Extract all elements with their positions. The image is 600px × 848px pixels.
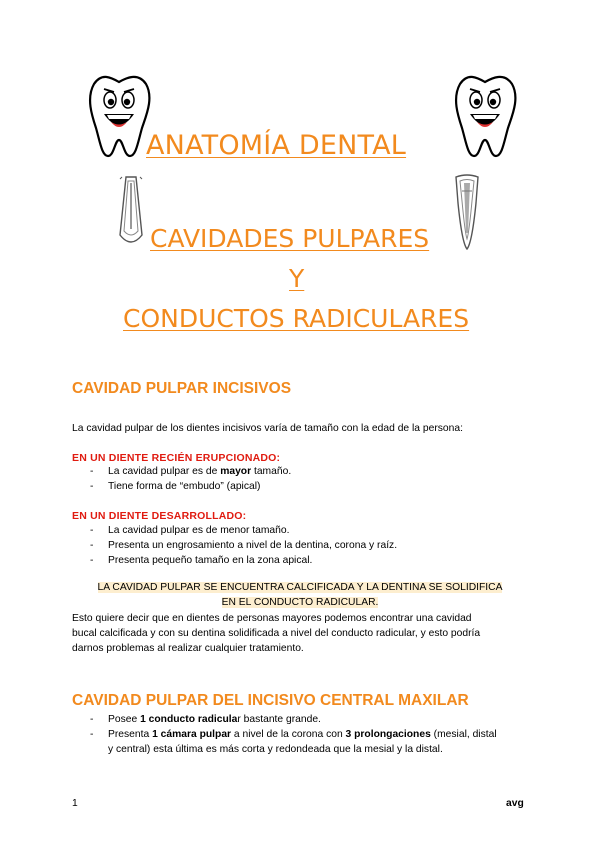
paragraph-line: bucal calcificada y con su dentina solidificada a nivel del conducto radicular, y esto podría [72, 628, 481, 639]
subtitle-cavidades: CAVIDADES PULPARES [150, 224, 430, 253]
highlight-note-line-1 [72, 582, 528, 593]
subtitle-conductos: CONDUCTOS RADICULARES [123, 304, 470, 333]
list-text: Presenta [108, 729, 153, 740]
list-bold-text: 3 prolongaciones [345, 729, 431, 740]
list-dash: - [90, 481, 94, 492]
list-dash: - [90, 466, 94, 477]
paragraph-line: Esto quiere decir que en dientes de personas mayores podemos encontrar una cavidad [72, 613, 472, 624]
author-initials: avg [506, 798, 524, 809]
list-text: Presenta un engrosamiento a nivel de la dentina, corona y raíz. [108, 540, 398, 551]
highlight-note-line-2 [72, 597, 528, 608]
subtitle-y: Y [289, 264, 305, 293]
list-bold-text: 1 cámara pulpar [152, 729, 232, 740]
group-label-erupcionado: EN UN DIENTE RECIÉN ERUPCIONADO: [72, 452, 281, 464]
highlight-text: LA CAVIDAD PULPAR SE ENCUENTRA CALCIFICADA Y LA DENTINA SE SOLIDIFICA [97, 582, 503, 593]
list-text: Tiene forma de “embudo” (apical) [108, 481, 261, 492]
page-number: 1 [72, 798, 78, 809]
list-text: (mesial, distal [430, 729, 497, 740]
list-dash: - [90, 525, 94, 536]
list-item-continuation: y central) esta última es más corta y redondeada que la mesial y la distal. [108, 744, 443, 755]
tooth-cartoon-left-icon [82, 70, 156, 160]
list-bold-text: 1 conducto radicula [140, 714, 238, 725]
page-title: ANATOMÍA DENTAL [146, 130, 407, 161]
tooth-cartoon-right-icon [448, 70, 522, 160]
list-dash: - [90, 540, 94, 551]
section-heading-incisivo-central: CAVIDAD PULPAR DEL INCISIVO CENTRAL MAXILAR [72, 692, 469, 709]
list-text: La cavidad pulpar es de menor tamaño. [108, 525, 290, 536]
list-text: a nivel de la corona con [231, 729, 346, 740]
list-text: Presenta pequeño tamaño en la zona apical. [108, 555, 313, 566]
list-text: r bastante grande. [237, 714, 321, 725]
list-text: tamaño. [251, 466, 292, 477]
list-dash: - [90, 729, 94, 740]
intro-paragraph: La cavidad pulpar de los dientes incisivos varía de tamaño con la edad de la persona: [72, 423, 463, 434]
tooth-section-left-icon [118, 175, 144, 251]
group-label-desarrollado: EN UN DIENTE DESARROLLADO: [72, 510, 247, 522]
paragraph-line: darnos problemas al realizar cualquier tratamiento. [72, 643, 304, 654]
tooth-section-right-icon [452, 173, 482, 251]
list-dash: - [90, 555, 94, 566]
list-bold-text: mayor [220, 466, 252, 477]
list-dash: - [90, 714, 94, 725]
list-text: La cavidad pulpar es de [108, 466, 221, 477]
highlight-text: EN EL CONDUCTO RADICULAR. [221, 597, 379, 608]
list-text: Posee [108, 714, 141, 725]
section-heading-incisivos: CAVIDAD PULPAR INCISIVOS [72, 380, 292, 397]
